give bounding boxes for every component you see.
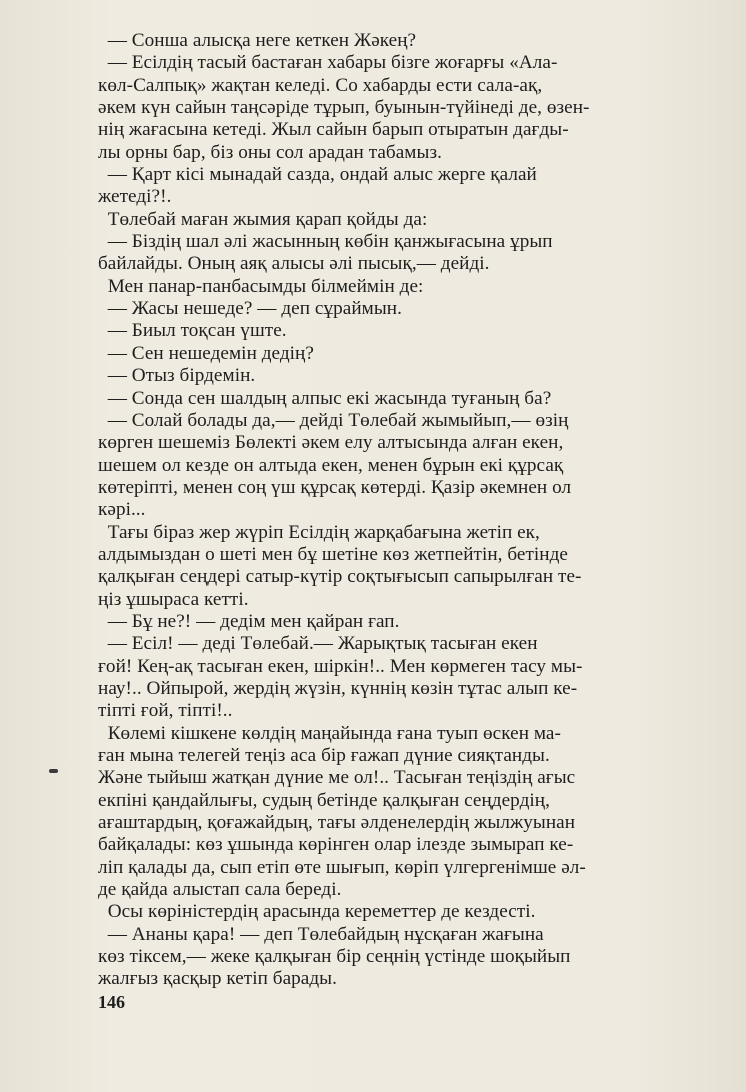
text-line: Және тыйыш жатқан дүние ме ол!.. Тасыған теңіздің ағыс	[98, 767, 576, 789]
text-line: — Қарт кісі мынадай сазда, ондай алыс жерге қалай	[98, 164, 537, 186]
text-line: ағаштардың, қоғажайдың, тағы әлденелердің жылжуынан	[98, 812, 576, 834]
text-line: — Бұ не?! — дедім мен қайран ғап.	[98, 610, 400, 632]
text-line: екпіні қандайлығы, судың бетінде қалқыған сеңдердің,	[98, 789, 550, 811]
text-line: көтеріпті, менен соң үш құрсақ көтерді. Қазір әкемнен ол	[98, 476, 572, 498]
text-line: жалғыз қасқыр кетіп барады.	[98, 968, 337, 990]
text-line: Төлебай маған жымия қарап қойды да:	[98, 208, 428, 230]
text-line: лы орны бар, біз оны сол арадан табамыз.	[98, 141, 442, 163]
text-line: ліп қалады да, сып етіп өте шығып, көріп үлгергенімше әл-	[98, 856, 586, 878]
text-line: жетеді?!.	[98, 186, 172, 208]
text-line: — Жасы нешеде? — деп сұраймын.	[98, 298, 402, 320]
text-line: көрген шешеміз Бөлекті әкем елу алтысында алған екен,	[98, 432, 564, 454]
text-line: де қайда алыстап сала береді.	[98, 879, 342, 901]
text-line: көз тіксем,— жеке қалқыған бір сеңнің үстінде шоқыйып	[98, 946, 571, 968]
text-line: байлайды. Оның аяқ алысы әлі пысық,— дейді.	[98, 253, 490, 275]
text-line: қалқыған сеңдері сатыр-күтір соқтығысып сапырылған те-	[98, 566, 582, 588]
text-line: — Есілдің тасый бастаған хабары бізге жоғарғы «Ала-	[98, 52, 558, 74]
text-line: Осы көріністердің арасында кереметтер де кездесті.	[98, 901, 536, 923]
text-line: ғой! Кең-ақ тасыған екен, шіркін!.. Мен көрмеген тасу мы-	[98, 655, 583, 677]
page-number: 146	[98, 992, 125, 1012]
text-line: көл-Салпық» жақтан келеді. Со хабарды ести сала-ақ,	[98, 74, 543, 96]
body-text	[98, 30, 712, 991]
text-line: ңіз ұшыраса кетті.	[98, 588, 249, 610]
text-line: тіпті ғой, тіпті!..	[98, 700, 233, 722]
margin-mark	[49, 769, 58, 773]
text-line: Мен панар-панбасымды білмеймін де:	[98, 275, 424, 297]
text-line: — Отыз бірдемін.	[98, 365, 256, 387]
text-line: байқалады: көз ұшында көрінген олар ілезде зымырап ке-	[98, 834, 574, 856]
text-line: нау!.. Ойпырой, жердің жүзін, күннің көзін тұтас алып ке-	[98, 677, 578, 699]
text-line: — Біздің шал әлі жасынның көбін қанжығасына ұрып	[98, 231, 553, 253]
text-line: — Ананы қара! — деп Төлебайдың нұсқаған жағына	[98, 923, 544, 945]
text-line: Тағы біраз жер жүріп Есілдің жарқабағына жетіп ек,	[98, 521, 540, 543]
text-line: — Биыл тоқсан үште.	[98, 320, 287, 342]
text-line: шешем ол кезде он алтыда екен, менен бұрын екі құрсақ	[98, 454, 564, 476]
text-line: әкем күн сайын таңсәріде тұрып, буынын-түйінеді де, өзен-	[98, 97, 590, 119]
text-line: — Есіл! — деді Төлебай.— Жарықтық тасыған екен	[98, 633, 538, 655]
text-line: — Солай болады да,— дейді Төлебай жымыйып,— өзің	[98, 409, 569, 431]
text-line: ған мына телегей теңіз аса бір ғажап дүние сияқтанды.	[98, 745, 550, 766]
text-line: кәрі...	[98, 499, 146, 521]
text-line: — Сонша алысқа неге кеткен Жәкең?	[98, 30, 417, 51]
text-line: алдымыздан о шеті мен бұ шетіне көз жетпейтін, бетінде	[98, 543, 569, 565]
text-line: Көлемі кішкене көлдің маңайында ғана туып өскен ма-	[98, 722, 561, 744]
text-line: — Сен нешедемін дедің?	[98, 342, 314, 364]
text-line: нің жағасына кетеді. Жыл сайын барып отыратын дағды-	[98, 119, 569, 141]
text-line: — Сонда сен шалдың алпыс екі жасында туғаның ба?	[98, 387, 552, 409]
